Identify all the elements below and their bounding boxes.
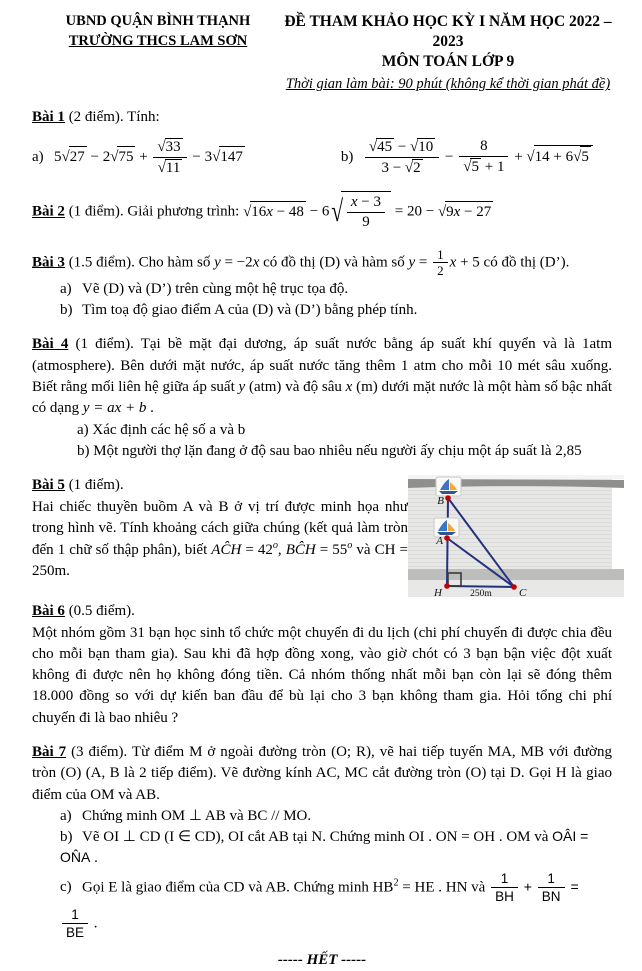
sqrt-sign: √ [526, 148, 535, 165]
fraction [433, 247, 448, 279]
formula: y = ax + b [82, 400, 147, 417]
bai-7-item-c [60, 870, 612, 942]
school-block [32, 12, 284, 94]
radical [573, 149, 591, 165]
operator: = [566, 878, 579, 895]
term: 14 + 6 [534, 148, 574, 165]
bai-6-title: Bài 6 [32, 603, 65, 620]
text-run: và CH = 250m. [32, 542, 408, 580]
text-run: có đồ thị (D’). [479, 254, 570, 271]
denominator [153, 157, 186, 178]
angle-equality: OÂI = ON̂A [60, 828, 589, 866]
distance-label: 250m [470, 589, 492, 598]
variable-y: y [408, 254, 416, 271]
denominator: BH [491, 887, 518, 906]
term: − 3 [357, 194, 382, 211]
bai-3-intro: (1.5 điểm). Cho hàm số [64, 254, 215, 271]
operator: − 6 [305, 203, 330, 220]
radicand: 10 [418, 138, 434, 155]
denominator: BE [62, 923, 88, 942]
expression-1a [32, 137, 245, 179]
bai-5-text [32, 475, 408, 597]
triangle-diagram [408, 475, 624, 597]
label-H: H [434, 587, 442, 598]
term: + 5 [456, 254, 480, 271]
radical [405, 160, 423, 176]
radical [212, 149, 245, 165]
variable-x: x [453, 203, 461, 220]
far-bank-band [408, 569, 624, 580]
text-run: có đồ thị (D) và hàm số [259, 254, 409, 271]
radicand [341, 191, 391, 234]
degree-sup: o [347, 540, 353, 552]
radical [243, 204, 306, 220]
value: = 42 [241, 542, 273, 559]
term: 3 − [381, 159, 405, 176]
org-name: UBND QUẬN BÌNH THẠNH [65, 13, 251, 29]
variable-x: x [345, 379, 353, 396]
radicand: 27 [69, 146, 87, 168]
point-H [444, 583, 450, 589]
bai-5-title: Bài 5 [32, 477, 65, 494]
section-bai-4 [32, 334, 612, 462]
radicand: 5 [580, 146, 591, 168]
radical [463, 159, 481, 175]
text-run: . [146, 400, 154, 417]
school-name: TRƯỜNG THCS LAM SƠN [68, 32, 248, 49]
radical [526, 149, 592, 165]
fraction [153, 137, 186, 179]
denominator: 2 [433, 262, 448, 279]
term: 16 [251, 203, 267, 220]
sqrt-sign: √ [404, 159, 414, 176]
numerator: 1 [500, 870, 509, 886]
operator: + [510, 148, 527, 165]
radical-tall [329, 191, 391, 234]
bai-3-item-b [60, 300, 612, 321]
radicand [250, 201, 306, 223]
bai-7-intro: (3 điểm). [66, 744, 132, 760]
fraction [365, 137, 439, 179]
expression-1b [341, 137, 593, 179]
operator: = 20 − [391, 203, 438, 220]
bai-7-title: Bài 7 [32, 744, 67, 760]
bai-4-paragraph [32, 334, 612, 419]
term: = −2 [220, 254, 253, 271]
text-run: , [277, 542, 286, 559]
subject-grade: MÔN TOÁN LỚP 9 [381, 53, 515, 71]
item-label-a: a) [60, 280, 72, 297]
bai-6-intro: (0.5 điểm). [64, 603, 135, 620]
term: + 1 [480, 159, 505, 176]
denominator [459, 156, 508, 177]
bai-7-item-a [60, 806, 612, 827]
sqrt-sign: √ [243, 203, 252, 220]
label-A: A [436, 535, 443, 548]
radicand: 33 [165, 138, 181, 155]
bai-4-intro: (1 điểm). [68, 336, 141, 353]
item-text: Vẽ OI ⊥ CD (I ∈ CD), OI cắt AB tại N. Chứng minh OI . ON = OH . OM và [82, 829, 553, 846]
bai-4-item-b: b) Một người thợ lặn đang ở độ sau bao nhiêu nếu người ấy chịu một áp suất là 2,85 [77, 442, 582, 459]
bai-1-expressions [32, 137, 612, 179]
bai-1-heading [32, 107, 612, 128]
text-run: (m) dưới mặt nước là một hàm số bậc nhất có dạng [32, 379, 612, 417]
exponent: 2 [393, 877, 399, 889]
variable-y: y [214, 254, 221, 271]
sqrt-sign: √ [212, 148, 221, 165]
coefficient: 5 [54, 148, 62, 165]
text-run: Hai chiếc thuyền buồm A và B ở vị trí được minh họa như trong hình vẽ. Tính khoảng cách giữa chúng (kết quả làm tròn đến 1 chữ số thập phân), biết [32, 498, 408, 559]
numerator [365, 137, 439, 157]
operator: + [519, 878, 536, 895]
denominator [365, 157, 439, 178]
sqrt-sign: √ [61, 148, 70, 165]
bai-4-item-a: a) Xác định các hệ số a và b [77, 421, 246, 438]
fraction [459, 137, 508, 178]
item-label-a: a) [32, 148, 44, 165]
item-label-a: a) [60, 807, 72, 824]
time-limit: Thời gian làm bài: 90 phút (không kể thời gian phát đề) [285, 76, 611, 93]
document-header [32, 12, 612, 94]
fraction [491, 870, 518, 906]
radical [158, 160, 183, 176]
variable-x: x [350, 194, 358, 211]
exam-title: ĐỀ THAM KHẢO HỌC KỲ I NĂM HỌC 2022 – 2023 [284, 13, 612, 51]
radicand: 5 [471, 159, 479, 176]
operator: + [135, 148, 152, 165]
bai-5-heading [32, 475, 408, 496]
sqrt-sign: √ [463, 159, 472, 176]
radicand: 75 [117, 146, 135, 168]
bai-5-paragraph [32, 497, 408, 583]
radicand [445, 201, 493, 223]
radical [438, 204, 493, 220]
radical [410, 139, 435, 155]
bai-3-title: Bài 3 [32, 254, 65, 271]
point-B [445, 495, 451, 501]
text-run: . [90, 850, 98, 867]
radical [157, 139, 182, 155]
bai-3-item-a [60, 279, 612, 300]
fraction [538, 870, 565, 906]
numerator: 1 [71, 906, 79, 922]
sqrt-sign: √ [110, 148, 119, 165]
radicand [534, 145, 593, 168]
bai-1-intro: (2 điểm). Tính: [64, 109, 160, 126]
item-text: Vẽ (D) và (D’) trên cùng một hệ trục tọa độ. [82, 280, 349, 297]
operator: − 2 [86, 148, 111, 165]
sqrt-sign: √ [410, 138, 419, 155]
item-text: Chứng minh OM ⊥ AB và BC // MO. [82, 807, 312, 824]
bai-5-intro: (1 điểm). [64, 477, 124, 494]
numerator [153, 137, 186, 157]
sqrt-sign: √ [437, 203, 447, 220]
numerator [347, 193, 385, 212]
variable-y: y [238, 379, 246, 396]
section-bai-2 [32, 191, 612, 234]
bai-2-title: Bài 2 [32, 203, 65, 220]
sqrt-sign: √ [331, 195, 344, 229]
radicand: 2 [413, 159, 421, 176]
item-label-b: b) [60, 829, 73, 846]
denominator: 9 [347, 212, 385, 232]
sqrt-sign: √ [573, 148, 582, 165]
degree-sup: o [272, 540, 278, 552]
operator: = [415, 254, 432, 271]
bai-6-heading [32, 601, 612, 622]
radical [110, 149, 135, 165]
radicand: 11 [165, 159, 181, 176]
title-block [284, 12, 612, 94]
item-text: Gọi E là giao điểm của CD và AB. Chứng minh HB [82, 879, 394, 896]
denominator: BN [538, 887, 565, 906]
bai-7-paragraph [32, 742, 612, 806]
radical [62, 149, 87, 165]
operator: − 3 [188, 148, 213, 165]
section-bai-7 [32, 742, 612, 942]
sqrt-sign: √ [368, 138, 378, 155]
fraction [347, 193, 385, 233]
term: 9 [446, 203, 454, 220]
operator: − [441, 148, 458, 165]
bai-1-title: Bài 1 [32, 109, 65, 126]
label-B: B [437, 495, 444, 508]
variable-x: x [252, 254, 260, 271]
section-bai-5 [32, 475, 612, 597]
operator: − [394, 138, 411, 155]
angle-ACH: AĈH [211, 542, 242, 559]
section-bai-3 [32, 247, 612, 322]
text-run: = HE . HN và [398, 879, 490, 896]
point-A [444, 535, 450, 541]
text-run: . [90, 915, 98, 932]
numerator: 1 [437, 246, 444, 262]
sailboat-icon-B [436, 477, 461, 496]
variable-x: x [449, 254, 457, 271]
bai-4-title: Bài 4 [32, 336, 69, 353]
variable-x: x [266, 203, 273, 220]
text-run: Từ điểm M ở ngoài đường tròn (O; R), vẽ hai tiếp tuyến MA, MB với đường tròn (O) (A, B là 2 tiếp điểm). Vẽ đường kính AC, MC cắt đường tròn (O) tại D. Gọi H là giao điểm của OM và AB. [32, 744, 612, 803]
text-run: Tại bề mặt đại dương, áp suất nước bằng áp suất khí quyển và là 1atm (atmosphere). Bên dưới mặt nước, áp suất nước tăng thêm 1 atm cho mỗi 10 mét sâu xuống. Biết rằng mối liên hệ giữa áp suất [32, 336, 612, 396]
text-run: (atm) và độ sâu [245, 379, 346, 396]
radical [369, 139, 394, 155]
radicand: 147 [219, 146, 245, 168]
section-bai-6 [32, 601, 612, 729]
fraction [62, 906, 88, 942]
bai-5-figure [408, 475, 612, 597]
value: = 55 [315, 542, 348, 559]
sqrt-sign: √ [157, 159, 166, 176]
item-label-b: b) [340, 148, 354, 165]
angle-BCH: BĈH [285, 542, 316, 559]
numerator: 1 [547, 870, 555, 886]
item-label-b: b) [60, 302, 73, 319]
numerator: 8 [480, 138, 488, 155]
item-label-c: c) [60, 879, 72, 896]
term: − 27 [460, 203, 492, 220]
label-C: C [518, 587, 527, 598]
sqrt-sign: √ [157, 138, 166, 155]
radicand: 45 [377, 138, 393, 155]
point-C [511, 584, 517, 590]
bai-3-heading [32, 247, 612, 279]
bai-6-paragraph: Một nhóm gồm 31 bạn học sinh tổ chức một chuyến đi du lịch (chi phí chuyến đi được chia đều cho mỗi bạn tham gia). Sau khi đã hợp đồng xong, vào giờ chót có 3 bạn bận việc đột xuất không đi được nên họ không đóng tiền. Cả nhóm thống nhất mỗi bạn còn lại sẽ đóng thêm 18.000 đồng so với dự kiến ban đầu để bù lại cho 3 bạn không tham gia. Hỏi tổng chi phí chuyến đi là bao nhiêu ? [32, 624, 612, 726]
item-text: Tìm toạ độ giao điểm A của (D) và (D’) bằng phép tính. [82, 302, 418, 319]
term: − 48 [272, 203, 304, 220]
bai-2-intro: (1 điểm). Giải phương trình: [64, 203, 244, 220]
end-marker: ----- HẾT ----- [277, 951, 367, 968]
section-bai-1 [32, 107, 612, 178]
bai-7-item-b [60, 827, 612, 870]
